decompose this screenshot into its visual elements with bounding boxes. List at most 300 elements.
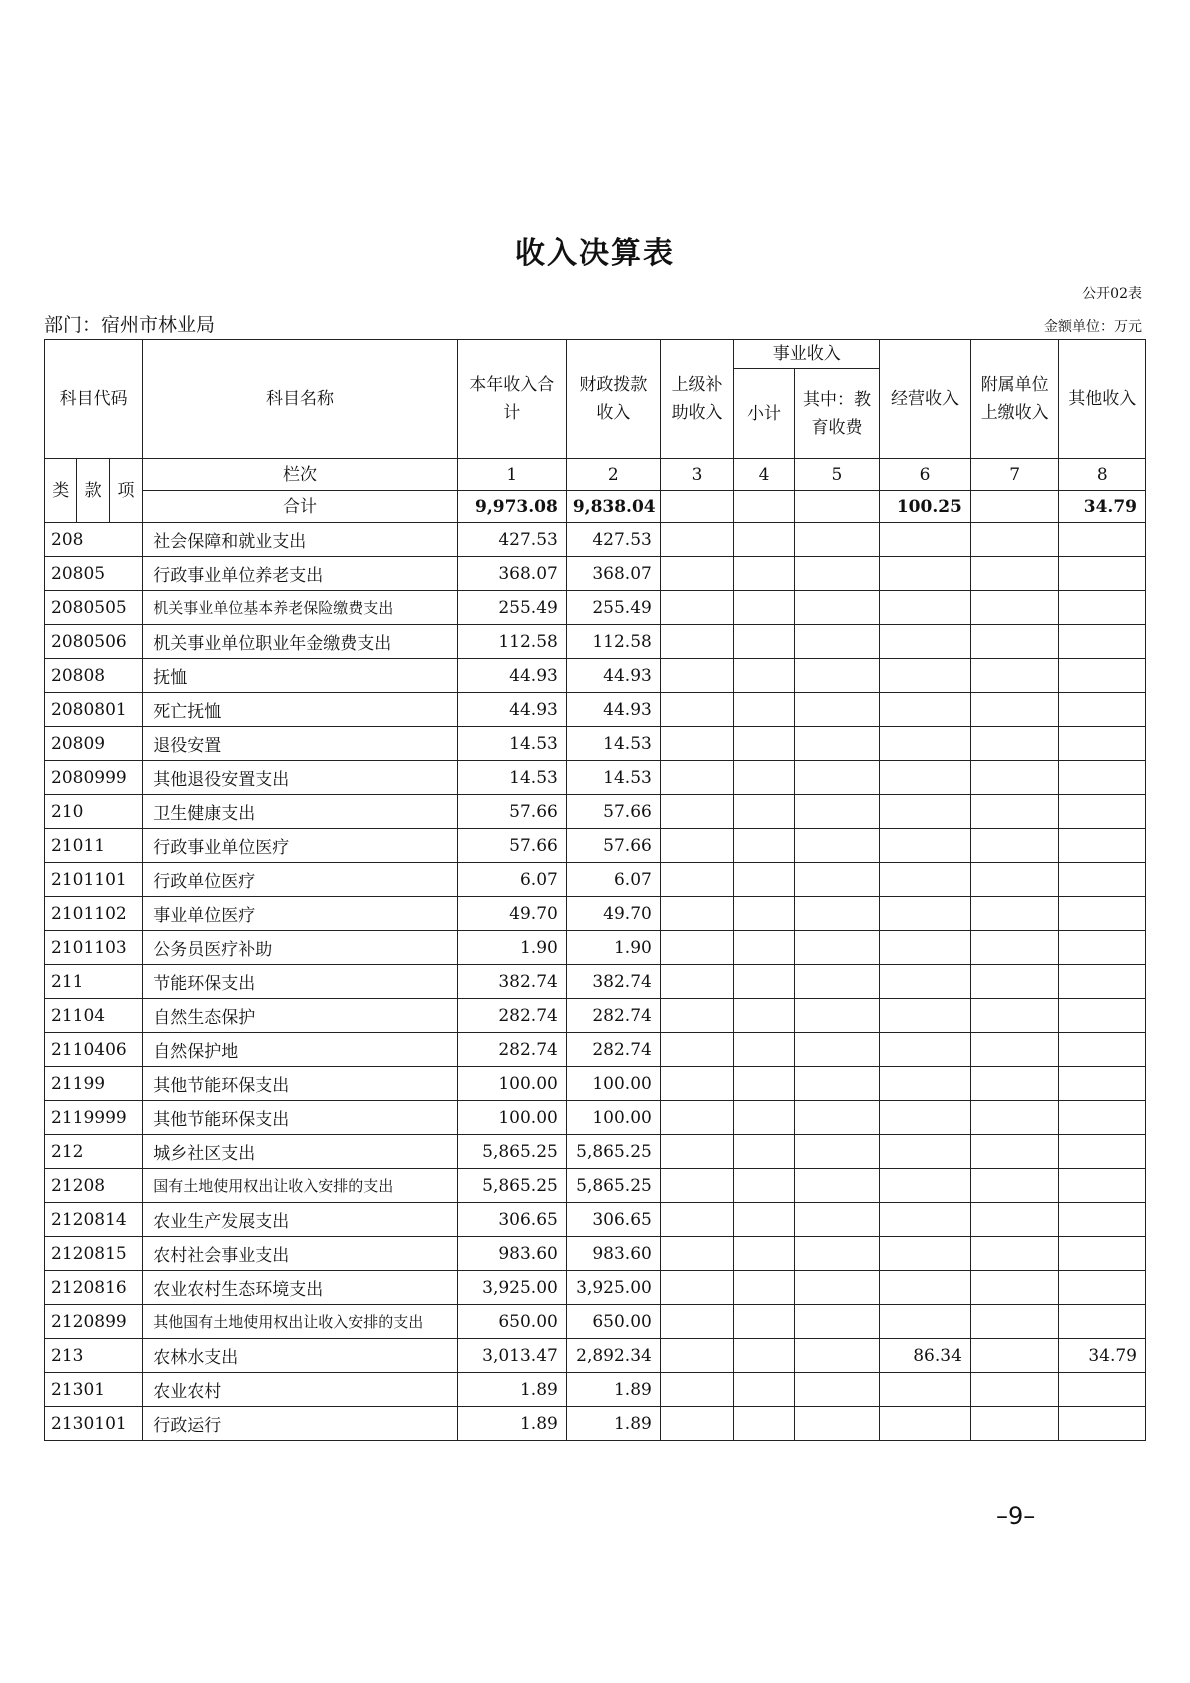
row-other: [1059, 1271, 1146, 1305]
row-code: 2080506: [45, 625, 143, 659]
row-affiliated: [970, 591, 1059, 625]
row-total: 983.60: [457, 1237, 566, 1271]
row-upper: [660, 1169, 733, 1203]
row-name: 行政运行: [143, 1407, 457, 1441]
row-business: [880, 1067, 971, 1101]
row-upper: [660, 1067, 733, 1101]
col-index-3: 3: [660, 459, 733, 491]
row-edu: [794, 1407, 879, 1441]
col-index-2: 2: [566, 459, 660, 491]
row-name: 机关事业单位职业年金缴费支出: [143, 625, 457, 659]
row-subtotal: [734, 999, 795, 1033]
row-total: 5,865.25: [457, 1135, 566, 1169]
row-other: [1059, 1169, 1146, 1203]
row-edu: [794, 829, 879, 863]
col-index-1: 1: [457, 459, 566, 491]
row-name: 其他退役安置支出: [143, 761, 457, 795]
row-name: 城乡社区支出: [143, 1135, 457, 1169]
row-edu: [794, 523, 879, 557]
header-xiang: 项: [109, 459, 142, 523]
table-row: [45, 1407, 1146, 1441]
row-name: 其他节能环保支出: [143, 1101, 457, 1135]
row-subtotal: [734, 693, 795, 727]
row-business: [880, 727, 971, 761]
row-upper: [660, 931, 733, 965]
row-code: 2080999: [45, 761, 143, 795]
row-name: 节能环保支出: [143, 965, 457, 999]
row-subtotal: [734, 1271, 795, 1305]
table-row: [45, 999, 1146, 1033]
row-affiliated: [970, 1135, 1059, 1169]
row-edu: [794, 1339, 879, 1373]
totals-other: 34.79: [1059, 491, 1146, 523]
header-kuan: 款: [77, 459, 109, 523]
header-upper: 上级补助收入: [660, 340, 733, 459]
table-row: [45, 1033, 1146, 1067]
row-edu: [794, 931, 879, 965]
row-edu: [794, 1101, 879, 1135]
row-name: 国有土地使用权出让收入安排的支出: [143, 1169, 457, 1203]
row-code: 21199: [45, 1067, 143, 1101]
row-edu: [794, 1237, 879, 1271]
row-other: [1059, 625, 1146, 659]
row-code: 213: [45, 1339, 143, 1373]
row-other: [1059, 1407, 1146, 1441]
row-subtotal: [734, 1033, 795, 1067]
row-total: 1.89: [457, 1373, 566, 1407]
row-edu: [794, 761, 879, 795]
row-code: 21011: [45, 829, 143, 863]
row-name: 机关事业单位基本养老保险缴费支出: [143, 591, 457, 625]
row-edu: [794, 727, 879, 761]
row-other: [1059, 1305, 1146, 1339]
row-business: [880, 1407, 971, 1441]
row-total: 255.49: [457, 591, 566, 625]
table-row: [45, 897, 1146, 931]
department-label: 部门：宿州市林业局: [44, 314, 216, 336]
row-fiscal: 44.93: [566, 659, 660, 693]
row-edu: [794, 1203, 879, 1237]
row-fiscal: 57.66: [566, 795, 660, 829]
row-affiliated: [970, 1033, 1059, 1067]
row-other: [1059, 557, 1146, 591]
row-total: 368.07: [457, 557, 566, 591]
row-business: [880, 761, 971, 795]
row-upper: [660, 659, 733, 693]
row-upper: [660, 761, 733, 795]
row-edu: [794, 1067, 879, 1101]
row-subtotal: [734, 625, 795, 659]
row-other: [1059, 659, 1146, 693]
totals-row: [45, 491, 1146, 523]
row-total: 382.74: [457, 965, 566, 999]
row-fiscal: 1.90: [566, 931, 660, 965]
row-other: [1059, 693, 1146, 727]
row-business: [880, 1271, 971, 1305]
row-business: [880, 693, 971, 727]
row-code: 2120815: [45, 1237, 143, 1271]
row-affiliated: [970, 1169, 1059, 1203]
row-edu: [794, 1135, 879, 1169]
table-row: [45, 1373, 1146, 1407]
row-other: [1059, 761, 1146, 795]
row-edu: [794, 897, 879, 931]
row-business: [880, 591, 971, 625]
row-fiscal: 427.53: [566, 523, 660, 557]
row-affiliated: [970, 965, 1059, 999]
header-affiliated: 附属单位上缴收入: [970, 340, 1059, 459]
header-lanci: 栏次: [143, 459, 457, 491]
row-upper: [660, 1135, 733, 1169]
row-affiliated: [970, 795, 1059, 829]
row-fiscal: 2,892.34: [566, 1339, 660, 1373]
row-code: 210: [45, 795, 143, 829]
row-affiliated: [970, 761, 1059, 795]
row-upper: [660, 1101, 733, 1135]
row-code: 21301: [45, 1373, 143, 1407]
row-fiscal: 282.74: [566, 1033, 660, 1067]
row-edu: [794, 1169, 879, 1203]
row-affiliated: [970, 1101, 1059, 1135]
table-row: [45, 693, 1146, 727]
row-affiliated: [970, 829, 1059, 863]
row-other: [1059, 999, 1146, 1033]
row-total: 3,013.47: [457, 1339, 566, 1373]
totals-total: 9,973.08: [457, 491, 566, 523]
col-index-8: 8: [1059, 459, 1146, 491]
row-fiscal: 5,865.25: [566, 1169, 660, 1203]
row-business: [880, 1305, 971, 1339]
row-upper: [660, 1203, 733, 1237]
table-row: [45, 523, 1146, 557]
row-other: [1059, 829, 1146, 863]
row-upper: [660, 693, 733, 727]
row-other: [1059, 1203, 1146, 1237]
row-other: [1059, 1101, 1146, 1135]
row-subtotal: [734, 1067, 795, 1101]
row-upper: [660, 829, 733, 863]
row-business: [880, 795, 971, 829]
totals-affiliated: [970, 491, 1059, 523]
col-index-6: 6: [880, 459, 971, 491]
row-business: [880, 1373, 971, 1407]
row-upper: [660, 557, 733, 591]
row-upper: [660, 863, 733, 897]
row-code: 2120816: [45, 1271, 143, 1305]
totals-business: 100.25: [880, 491, 971, 523]
row-fiscal: 1.89: [566, 1407, 660, 1441]
row-total: 49.70: [457, 897, 566, 931]
table-row: [45, 1203, 1146, 1237]
row-subtotal: [734, 761, 795, 795]
table-row: [45, 1305, 1146, 1339]
row-fiscal: 282.74: [566, 999, 660, 1033]
col-index-7: 7: [970, 459, 1059, 491]
row-affiliated: [970, 863, 1059, 897]
row-code: 2080505: [45, 591, 143, 625]
row-affiliated: [970, 1339, 1059, 1373]
row-affiliated: [970, 1305, 1059, 1339]
row-fiscal: 49.70: [566, 897, 660, 931]
row-business: 86.34: [880, 1339, 971, 1373]
row-edu: [794, 999, 879, 1033]
row-total: 427.53: [457, 523, 566, 557]
page-number: –9–: [996, 1502, 1036, 1530]
row-edu: [794, 557, 879, 591]
row-affiliated: [970, 1203, 1059, 1237]
totals-fiscal: 9,838.04: [566, 491, 660, 523]
row-code: 212: [45, 1135, 143, 1169]
row-subtotal: [734, 965, 795, 999]
row-total: 14.53: [457, 761, 566, 795]
row-fiscal: 3,925.00: [566, 1271, 660, 1305]
row-business: [880, 557, 971, 591]
row-total: 6.07: [457, 863, 566, 897]
row-name: 农村社会事业支出: [143, 1237, 457, 1271]
row-affiliated: [970, 727, 1059, 761]
row-total: 5,865.25: [457, 1169, 566, 1203]
row-name: 公务员医疗补助: [143, 931, 457, 965]
header-edu: 其中：教育收费: [794, 369, 879, 459]
row-other: [1059, 727, 1146, 761]
row-edu: [794, 795, 879, 829]
row-upper: [660, 1373, 733, 1407]
row-fiscal: 5,865.25: [566, 1135, 660, 1169]
row-subtotal: [734, 1169, 795, 1203]
row-other: [1059, 1373, 1146, 1407]
row-fiscal: 1.89: [566, 1373, 660, 1407]
table-row: [45, 795, 1146, 829]
row-fiscal: 14.53: [566, 761, 660, 795]
row-business: [880, 1237, 971, 1271]
row-name: 行政事业单位养老支出: [143, 557, 457, 591]
row-subtotal: [734, 1237, 795, 1271]
row-code: 208: [45, 523, 143, 557]
row-code: 20805: [45, 557, 143, 591]
row-other: [1059, 897, 1146, 931]
table-row: [45, 1339, 1146, 1373]
row-total: 44.93: [457, 659, 566, 693]
row-fiscal: 6.07: [566, 863, 660, 897]
row-edu: [794, 625, 879, 659]
row-subtotal: [734, 659, 795, 693]
row-affiliated: [970, 931, 1059, 965]
table-row: [45, 591, 1146, 625]
row-business: [880, 999, 971, 1033]
row-other: [1059, 523, 1146, 557]
row-other: [1059, 931, 1146, 965]
row-upper: [660, 727, 733, 761]
totals-edu: [794, 491, 879, 523]
unit-label: 金额单位：万元: [1044, 319, 1142, 335]
row-upper: [660, 795, 733, 829]
row-name: 卫生健康支出: [143, 795, 457, 829]
totals-label: 合计: [143, 491, 457, 523]
row-subtotal: [734, 1407, 795, 1441]
header-fiscal: 财政拨款收入: [566, 340, 660, 459]
table-row: [45, 557, 1146, 591]
col-index-5: 5: [794, 459, 879, 491]
row-edu: [794, 1373, 879, 1407]
header-code: 科目代码: [45, 340, 143, 459]
row-other: [1059, 1135, 1146, 1169]
row-code: 211: [45, 965, 143, 999]
row-subtotal: [734, 557, 795, 591]
row-upper: [660, 965, 733, 999]
row-affiliated: [970, 557, 1059, 591]
row-business: [880, 1033, 971, 1067]
table-row: [45, 761, 1146, 795]
row-affiliated: [970, 523, 1059, 557]
table-row: [45, 1169, 1146, 1203]
header-lei: 类: [45, 459, 77, 523]
row-code: 2101103: [45, 931, 143, 965]
row-business: [880, 863, 971, 897]
row-business: [880, 625, 971, 659]
row-upper: [660, 999, 733, 1033]
row-total: 57.66: [457, 829, 566, 863]
table-row: [45, 1237, 1146, 1271]
row-edu: [794, 965, 879, 999]
row-affiliated: [970, 1067, 1059, 1101]
row-name: 农业生产发展支出: [143, 1203, 457, 1237]
row-name: 死亡抚恤: [143, 693, 457, 727]
row-other: [1059, 863, 1146, 897]
row-affiliated: [970, 897, 1059, 931]
row-business: [880, 1203, 971, 1237]
row-name: 农业农村生态环境支出: [143, 1271, 457, 1305]
row-total: 100.00: [457, 1101, 566, 1135]
table-row: [45, 931, 1146, 965]
row-total: 1.89: [457, 1407, 566, 1441]
row-name: 其他节能环保支出: [143, 1067, 457, 1101]
row-name: 行政事业单位医疗: [143, 829, 457, 863]
row-subtotal: [734, 863, 795, 897]
row-subtotal: [734, 931, 795, 965]
row-name: 行政单位医疗: [143, 863, 457, 897]
row-fiscal: 57.66: [566, 829, 660, 863]
row-business: [880, 965, 971, 999]
row-subtotal: [734, 829, 795, 863]
row-subtotal: [734, 591, 795, 625]
table-row: [45, 829, 1146, 863]
row-code: 21208: [45, 1169, 143, 1203]
row-name: 其他国有土地使用权出让收入安排的支出: [143, 1305, 457, 1339]
row-fiscal: 650.00: [566, 1305, 660, 1339]
row-name: 农业农村: [143, 1373, 457, 1407]
row-subtotal: [734, 1305, 795, 1339]
row-name: 事业单位医疗: [143, 897, 457, 931]
row-code: 20808: [45, 659, 143, 693]
row-business: [880, 1169, 971, 1203]
row-edu: [794, 1271, 879, 1305]
row-total: 650.00: [457, 1305, 566, 1339]
table-body: [45, 523, 1146, 1441]
row-subtotal: [734, 1373, 795, 1407]
table-row: [45, 659, 1146, 693]
table-row: [45, 1271, 1146, 1305]
row-subtotal: [734, 727, 795, 761]
row-fiscal: 255.49: [566, 591, 660, 625]
header-name: 科目名称: [143, 340, 457, 459]
header-career: 事业收入: [734, 340, 880, 369]
row-name: 抚恤: [143, 659, 457, 693]
row-total: 14.53: [457, 727, 566, 761]
row-subtotal: [734, 1339, 795, 1373]
table-row: [45, 1067, 1146, 1101]
row-subtotal: [734, 1101, 795, 1135]
row-total: 112.58: [457, 625, 566, 659]
row-other: [1059, 591, 1146, 625]
row-affiliated: [970, 625, 1059, 659]
totals-upper: [660, 491, 733, 523]
row-name: 社会保障和就业支出: [143, 523, 457, 557]
row-other: [1059, 795, 1146, 829]
row-edu: [794, 693, 879, 727]
row-total: 100.00: [457, 1067, 566, 1101]
row-upper: [660, 897, 733, 931]
row-fiscal: 14.53: [566, 727, 660, 761]
row-total: 282.74: [457, 999, 566, 1033]
row-fiscal: 44.93: [566, 693, 660, 727]
row-other: [1059, 965, 1146, 999]
row-business: [880, 931, 971, 965]
row-upper: [660, 523, 733, 557]
table-row: [45, 625, 1146, 659]
row-code: 2119999: [45, 1101, 143, 1135]
row-subtotal: [734, 795, 795, 829]
col-index-4: 4: [734, 459, 795, 491]
row-name: 农林水支出: [143, 1339, 457, 1373]
row-fiscal: 306.65: [566, 1203, 660, 1237]
row-code: 2120814: [45, 1203, 143, 1237]
row-edu: [794, 863, 879, 897]
row-business: [880, 1135, 971, 1169]
row-fiscal: 382.74: [566, 965, 660, 999]
row-code: 2080801: [45, 693, 143, 727]
row-fiscal: 983.60: [566, 1237, 660, 1271]
totals-subtotal: [734, 491, 795, 523]
row-business: [880, 897, 971, 931]
row-edu: [794, 1305, 879, 1339]
row-business: [880, 659, 971, 693]
row-code: 2101102: [45, 897, 143, 931]
table-row: [45, 1135, 1146, 1169]
row-upper: [660, 625, 733, 659]
row-affiliated: [970, 693, 1059, 727]
row-upper: [660, 1237, 733, 1271]
row-code: 2130101: [45, 1407, 143, 1441]
row-upper: [660, 1271, 733, 1305]
row-code: 2110406: [45, 1033, 143, 1067]
row-other: [1059, 1067, 1146, 1101]
header-subtotal: 小计: [734, 369, 795, 459]
table-row: [45, 965, 1146, 999]
income-table: [44, 339, 1146, 1441]
row-upper: [660, 1407, 733, 1441]
row-affiliated: [970, 1373, 1059, 1407]
row-name: 退役安置: [143, 727, 457, 761]
form-code: 公开02表: [1082, 286, 1142, 302]
row-fiscal: 100.00: [566, 1101, 660, 1135]
row-fiscal: 368.07: [566, 557, 660, 591]
row-code: 2120899: [45, 1305, 143, 1339]
table-row: [45, 727, 1146, 761]
row-edu: [794, 659, 879, 693]
row-affiliated: [970, 659, 1059, 693]
row-name: 自然生态保护: [143, 999, 457, 1033]
row-upper: [660, 1339, 733, 1373]
